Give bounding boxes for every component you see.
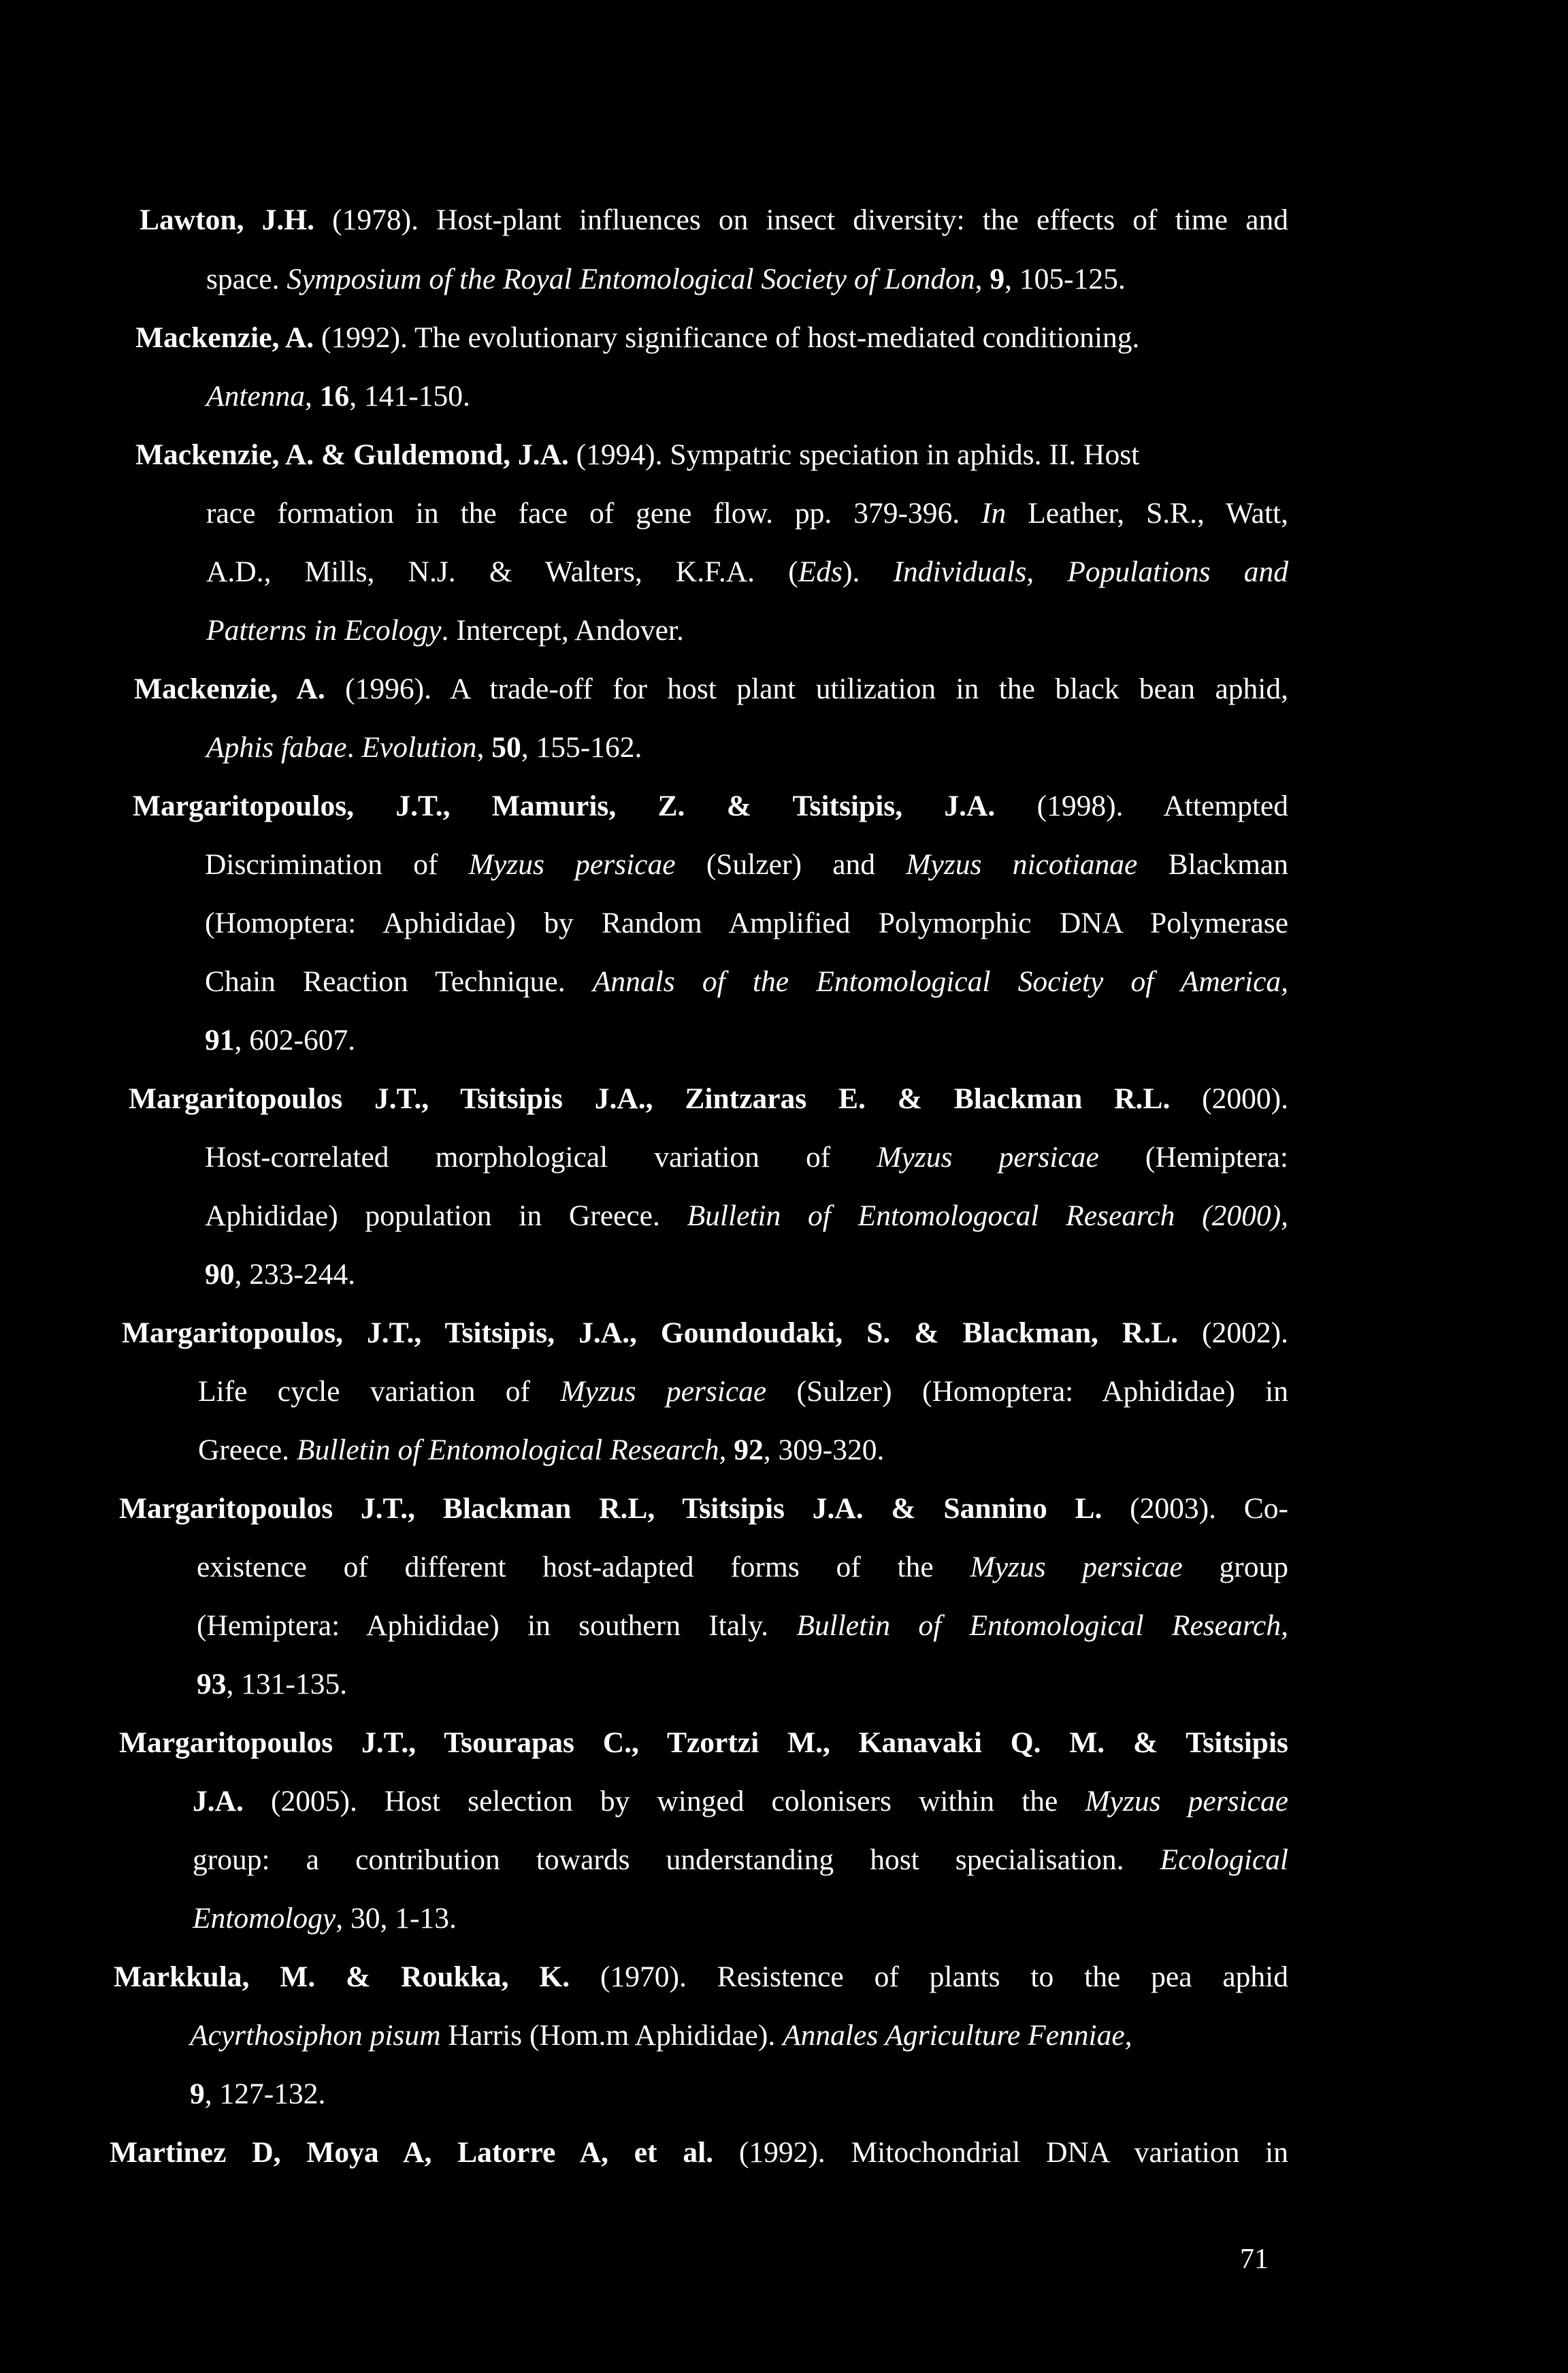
reference-line: J.A. (2005). Host selection by winged colonisers within the Myzus persicae xyxy=(193,1785,1289,1818)
reference-line: Margaritopoulos J.T., Blackman R.L, Tsitsipis J.A. & Sannino L. (2003). Co- xyxy=(119,1492,1288,1525)
reference-line: 91, 602-607. xyxy=(205,1024,356,1056)
reference-line: Entomology, 30, 1-13. xyxy=(193,1902,457,1935)
reference-line: 90, 233-244. xyxy=(205,1258,356,1291)
reference-line: Discrimination of Myzus persicae (Sulzer) and Myzus nicotianae Blackman xyxy=(205,848,1288,881)
reference-line: Antenna, 16, 141-150. xyxy=(206,380,470,413)
reference-line: Aphididae) population in Greece. Bulletin of Entomologocal Research (2000), xyxy=(205,1199,1288,1232)
reference-line: Acyrthosiphon pisum Harris (Hom.m Aphididae). Annales Agriculture Fenniae, xyxy=(190,2019,1132,2052)
reference-line: Host-correlated morphological variation of Myzus persicae (Hemiptera: xyxy=(205,1141,1289,1174)
reference-line: (Homoptera: Aphididae) by Random Amplified Polymorphic DNA Polymerase xyxy=(205,907,1288,939)
reference-line: 93, 131-135. xyxy=(197,1668,348,1700)
reference-line: Mackenzie, A. (1996). A trade-off for host plant utilization in the black bean aphid, xyxy=(134,673,1288,705)
page-number: 71 xyxy=(1240,2244,1269,2275)
reference-line: Martinez D, Moya A, Latorre A, et al. (1992). Mitochondrial DNA variation in xyxy=(110,2136,1288,2169)
reference-line: Margaritopoulos, J.T., Tsitsipis, J.A., Goundoudaki, S. & Blackman, R.L. (2002). xyxy=(122,1317,1288,1349)
reference-line: Life cycle variation of Myzus persicae (Sulzer) (Homoptera: Aphididae) in xyxy=(198,1375,1288,1408)
reference-line: Aphis fabae. Evolution, 50, 155-162. xyxy=(206,731,642,764)
reference-line: existence of different host-adapted forms of the Myzus persicae group xyxy=(197,1551,1288,1583)
reference-line: (Hemiptera: Aphididae) in southern Italy. Bulletin of Entomological Research, xyxy=(197,1609,1288,1642)
reference-line: Mackenzie, A. (1992). The evolutionary significance of host-mediated conditioning. xyxy=(135,321,1140,354)
reference-line: Patterns in Ecology. Intercept, Andover. xyxy=(206,614,684,647)
reference-line: Lawton, J.H. (1978). Host-plant influences on insect diversity: the effects of time and xyxy=(140,204,1288,236)
reference-line: Margaritopoulos, J.T., Mamuris, Z. & Tsitsipis, J.A. (1998). Attempted xyxy=(133,790,1288,822)
reference-line: Greece. Bulletin of Entomological Research, 92, 309-320. xyxy=(198,1434,885,1466)
reference-line: Chain Reaction Technique. Annals of the Entomological Society of America, xyxy=(205,965,1288,998)
reference-line: Margaritopoulos J.T., Tsitsipis J.A., Zintzaras E. & Blackman R.L. (2000). xyxy=(129,1082,1289,1115)
reference-line: race formation in the face of gene flow. pp. 379-396. In Leather, S.R., Watt, xyxy=(206,497,1288,530)
reference-line: 9, 127-132. xyxy=(190,2078,326,2110)
reference-line: A.D., Mills, N.J. & Walters, K.F.A. (Eds). Individuals, Populations and xyxy=(206,555,1288,588)
reference-line: Markkula, M. & Roukka, K. (1970). Resistence of plants to the pea aphid xyxy=(114,1960,1289,1993)
reference-line: space. Symposium of the Royal Entomological Society of London, 9, 105-125. xyxy=(206,263,1126,295)
reference-line: Margaritopoulos J.T., Tsourapas C., Tzortzi M., Kanavaki Q. M. & Tsitsipis xyxy=(119,1726,1288,1759)
reference-line: Mackenzie, A. & Guldemond, J.A. (1994). Sympatric speciation in aphids. II. Host xyxy=(135,438,1140,471)
reference-line: group: a contribution towards understanding host specialisation. Ecological xyxy=(193,1843,1288,1876)
